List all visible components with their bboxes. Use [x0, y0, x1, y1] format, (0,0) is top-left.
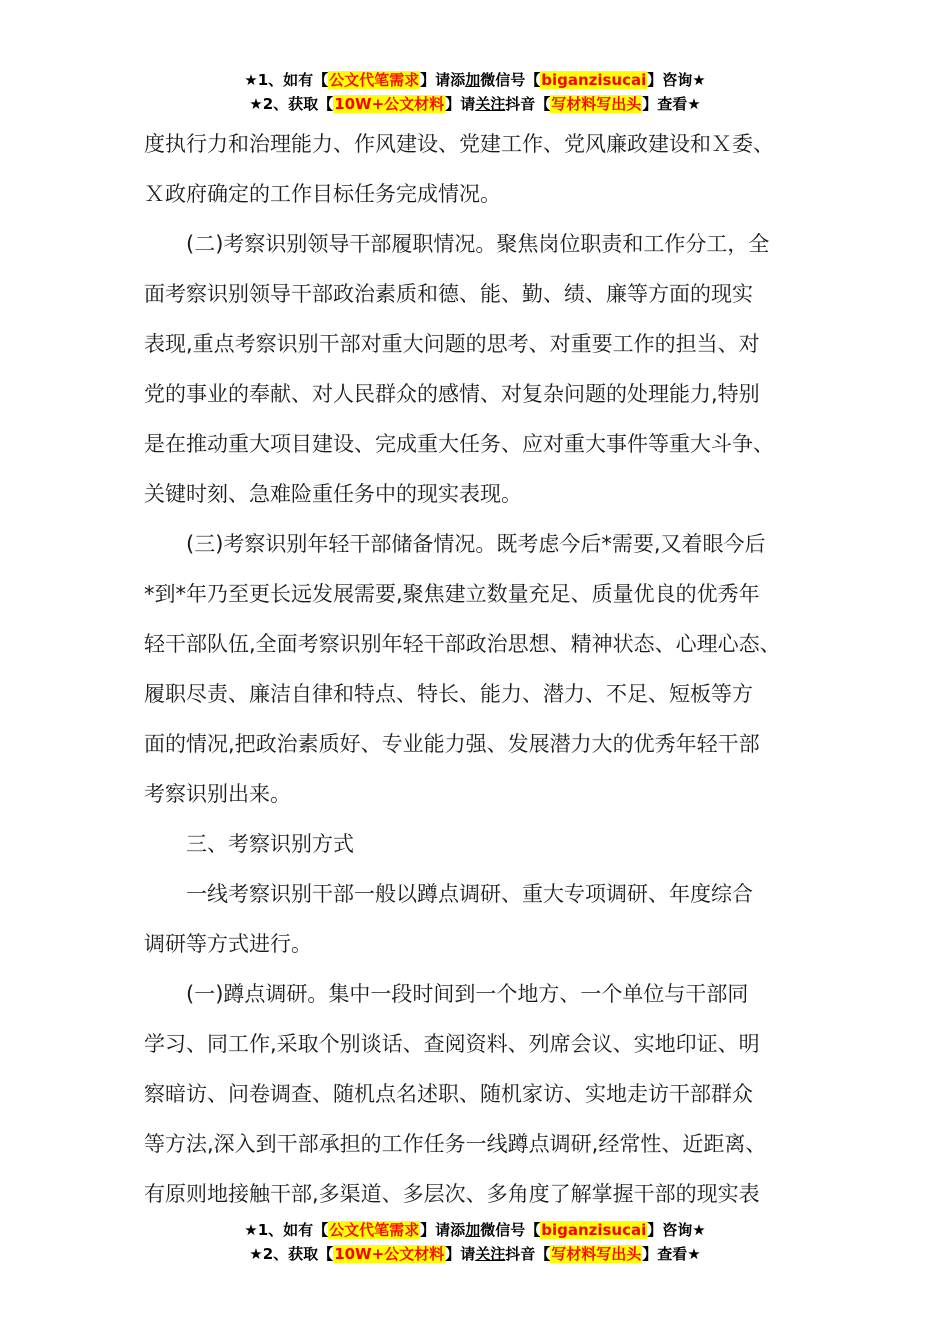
banner-text: 微信号【 — [480, 1221, 541, 1239]
body-line: 度执行力和治理能力、作风建设、党建工作、党风廉政建设和Ｘ委、 — [144, 132, 774, 156]
banner-line-1 — [0, 1218, 950, 1242]
banner-line-2 — [0, 1242, 950, 1266]
banner-underlined: 关注 — [475, 1245, 506, 1263]
banner-line-2 — [0, 92, 950, 116]
body-line: 一线考察识别干部一般以蹲点调研、重大专项调研、年度综合 — [144, 882, 753, 906]
banner-line-1 — [0, 68, 950, 92]
body-line: 察暗访、问卷调查、随机点名述职、随机家访、实地走访干部群众 — [144, 1082, 753, 1106]
banner-text: 】请 — [445, 1245, 476, 1263]
banner-text: ★2、获取【 — [249, 1245, 334, 1263]
banner-highlight: 写材料写出头 — [551, 95, 642, 113]
body-line: 表现,重点考察识别干部对重大问题的思考、对重要工作的担当、对 — [144, 332, 760, 356]
body-line: 调研等方式进行。 — [144, 932, 312, 956]
body-line: 是在推动重大项目建设、完成重大任务、应对重大事件等重大斗争、 — [144, 432, 774, 456]
banner-highlight: 写材料写出头 — [551, 1245, 642, 1263]
banner-underlined: 加 — [465, 71, 481, 89]
banner-highlight: biganzisucai — [541, 71, 647, 89]
section-heading: 三、考察识别方式 — [144, 832, 354, 856]
body-line: 考察识别出来。 — [144, 782, 291, 806]
banner-text: 】请 — [445, 95, 476, 113]
header-ad-banner — [0, 68, 950, 116]
body-line: 面考察识别领导干部政治素质和德、能、勤、绩、廉等方面的现实 — [144, 282, 753, 306]
banner-text: 抖音【 — [505, 1245, 551, 1263]
banner-underlined: 关注 — [475, 95, 506, 113]
banner-highlight: 公文代笔需求 — [329, 1221, 420, 1239]
body-line: (一)蹲点调研。集中一段时间到一个地方、一个单位与干部同 — [144, 982, 749, 1006]
body-line: 轻干部队伍,全面考察识别年轻干部政治思想、精神状态、心理心态、 — [144, 632, 781, 656]
body-line: 学习、同工作,采取个别谈话、查阅资料、列席会议、实地印证、明 — [144, 1032, 760, 1056]
banner-text: ★2、获取【 — [249, 95, 334, 113]
banner-text: 】咨询★ — [647, 71, 706, 89]
banner-text: 】查看★ — [642, 1245, 701, 1263]
banner-text: 】咨询★ — [647, 1221, 706, 1239]
banner-highlight: 10W+公文材料 — [334, 1245, 445, 1263]
body-line: *到*年乃至更长远发展需要,聚焦建立数量充足、质量优良的优秀年 — [144, 582, 760, 606]
banner-highlight: 10W+公文材料 — [334, 95, 445, 113]
banner-text: 】请添 — [420, 1221, 466, 1239]
body-line: 面的情况,把政治素质好、专业能力强、发展潜力大的优秀年轻干部 — [144, 732, 760, 756]
body-line: 关键时刻、急难险重任务中的现实表现。 — [144, 482, 522, 506]
banner-text: ★1、如有【 — [244, 1221, 329, 1239]
banner-text: 微信号【 — [480, 71, 541, 89]
banner-text: 抖音【 — [505, 95, 551, 113]
banner-underlined: 加 — [465, 1221, 481, 1239]
footer-ad-banner — [0, 1218, 950, 1266]
banner-text: ★1、如有【 — [244, 71, 329, 89]
body-line: (三)考察识别年轻干部储备情况。既考虑今后*需要,又着眼今后 — [144, 532, 766, 556]
body-line: 等方法,深入到干部承担的工作任务一线蹲点调研,经常性、近距离、 — [144, 1132, 767, 1156]
document-body — [144, 119, 824, 1219]
banner-text: 】查看★ — [642, 95, 701, 113]
body-line: Ｘ政府确定的工作目标任务完成情况。 — [144, 182, 501, 206]
banner-highlight: 公文代笔需求 — [329, 71, 420, 89]
body-line: (二)考察识别领导干部履职情况。聚焦岗位职责和工作分工，全 — [144, 232, 770, 256]
body-line: 党的事业的奉献、对人民群众的感情、对复杂问题的处理能力,特别 — [144, 382, 760, 406]
banner-highlight: biganzisucai — [541, 1221, 647, 1239]
body-line: 履职尽责、廉洁自律和特点、特长、能力、潜力、不足、短板等方 — [144, 682, 753, 706]
banner-text: 】请添 — [420, 71, 466, 89]
body-line: 有原则地接触干部,多渠道、多层次、多角度了解掌握干部的现实表 — [144, 1182, 760, 1206]
